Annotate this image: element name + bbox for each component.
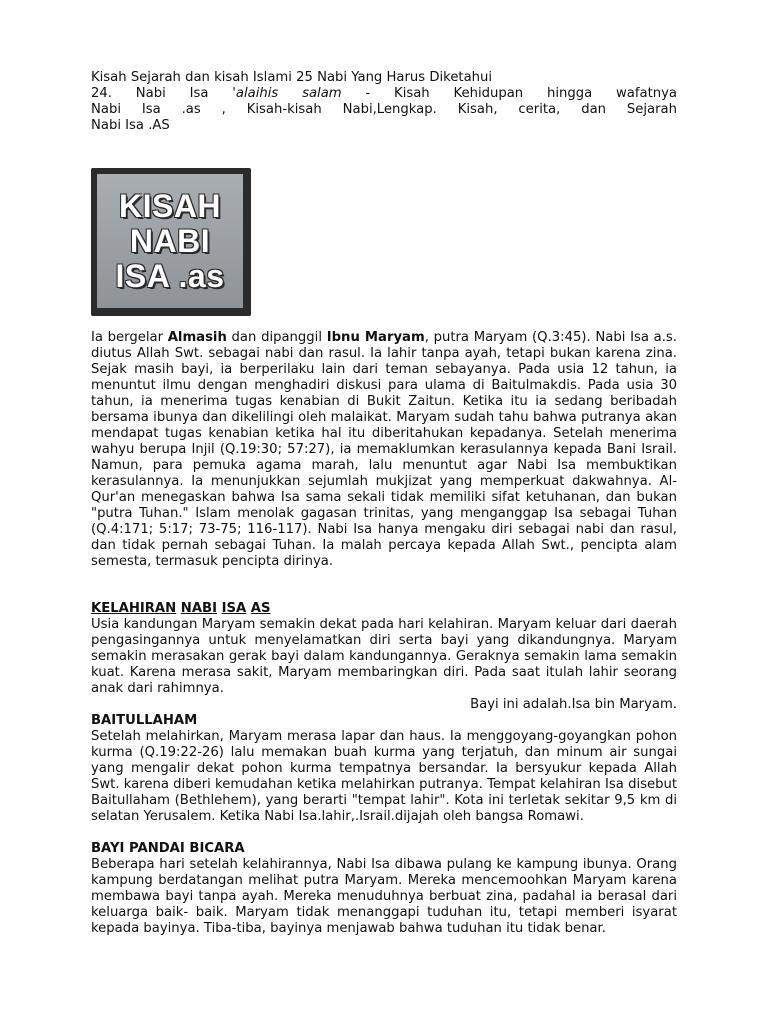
cover-image <box>91 168 251 316</box>
intro-text-2: dan dipanggil <box>226 330 327 345</box>
title-line-3: Nabi Isa .as , Kisah-kisah Nabi,Lengkap. Kisah, cerita, dan Sejarah <box>91 102 677 117</box>
section-heading-kelahiran <box>91 601 271 617</box>
title-line-2-italic: alaihis salam <box>235 86 342 101</box>
title-line-2-start: 24. Nabi Isa ' <box>91 86 236 101</box>
section-bayi-body: Beberapa hari setelah kelahirannya, Nabi Isa dibawa pulang ke kampung ibunya. Orang kampung berdatangan melihat putra Maryam. Mereka mencemoohkan Maryam karena membawa bayi tanpa ayah. Mereka menuduhnya berbuat zina, padahal ia berasal dari keluarga baik- baik. Maryam tidak menanggapi tuduhan itu, tetapi memberi isyarat kepada bayinya. Tiba-tiba, bayinya menjawab bahwa tuduhan itu tidak benar. <box>91 857 677 936</box>
section-kelahiran-body <box>91 617 677 713</box>
intro-paragraph <box>91 330 677 570</box>
cover-text-line-2: NABI <box>129 222 211 259</box>
title-line-1: Kisah Sejarah dan kisah Islami 25 Nabi Yang Harus Diketahui <box>91 70 493 85</box>
title-line-2-end: - Kisah Kehidupan hingga wafatnya <box>341 86 677 101</box>
heading-word-3: ISA <box>221 601 247 616</box>
intro-bold-almasih: Almasih <box>167 330 227 345</box>
section-heading-baitullaham: BAITULLAHAM <box>91 713 198 728</box>
intro-bold-ibnu-maryam: Ibnu Maryam <box>326 330 425 345</box>
intro-text-1: Ia bergelar <box>91 330 168 345</box>
cover-text-line-3: ISA .as <box>115 257 225 294</box>
heading-word-2: NABI <box>180 601 217 616</box>
title-line-2 <box>91 86 677 102</box>
section-baitullaham-body: Setelah melahirkan, Maryam merasa lapar dan haus. Ia menggoyang-goyangkan pohon kurma (Q.19:22-26) lalu memakan buah kurma yang terjatuh, dan minum air sungai yang mengalir dekat pohon kurma tempatnya bersandar. Ia bersyukur kepada Allah Swt. karena diberi kemudahan ketika melahirkan putranya. Tempat kelahiran Isa disebut Baitullaham (Bethlehem), yang berarti "tempat lahir". Kota ini terletak sekitar 9,5 km di selatan Yerusalem. Ketika Nabi Isa.lahir,.Israil.dijajah oleh bangsa Romawi. <box>91 729 677 824</box>
document-title <box>91 70 677 134</box>
cover-image-panel <box>97 174 243 308</box>
intro-text-3: , putra Maryam (Q.3:45). Nabi Isa a.s. diutus Allah Swt. sebagai nabi dan rasul. Ia lahir tanpa ayah, tetapi bukan karena zina. Sejak masih bayi, ia berperilaku lain dari teman sebayanya. Pada usia 12 tahun, ia menuntut ilmu dengan menghadiri diskusi para ulama di Baitulmakdis. Pada usia 30 tahun, ia menerima tugas kenabian di Bukit Zaitun. Ketika itu ia sedang beribadah bersama ibunya dan dikelilingi oleh malaikat. Maryam sudah tahu bahwa putranya akan mendapat tugas kenabian ketika hal itu diberitahukan kepadanya. Setelah menerima wahyu berupa Injil (Q.19:30; 57:27), ia memaklumkan kerasulannya kepada Bani Israil. Namun, para pemuka agama marah, lalu menuntut agar Nabi Isa membuktikan kerasulannya. Ia menunjukkan sejumlah mukjizat yang memperkuat dakwahnya. Al-Qur'an menegaskan bahwa Isa sama sekali tidak memiliki sifat ketuhanan, dan bukan "putra Tuhan." Islam menolak gagasan trinitas, yang menganggap Isa sebagai Tuhan (Q.4:171; 5:17; 73-75; 116-117). Nabi Isa hanya mengaku diri sebagai nabi dan rasul, dan tidak pernah sebagai Tuhan. Ia malah percaya kepada Allah Swt., pencipta alam semesta, termasuk pencipta dirinya. <box>91 330 677 569</box>
cover-text-line-1: KISAH <box>118 187 222 224</box>
heading-word-4: AS <box>250 601 271 616</box>
section-heading-bayi-pandai-bicara: BAYI PANDAI BICARA <box>91 841 245 856</box>
title-line-4: Nabi Isa .AS <box>91 118 170 133</box>
section-kelahiran-closing: Bayi ini adalah.Isa bin Maryam. <box>470 697 677 712</box>
section-kelahiran-text: Usia kandungan Maryam semakin dekat pada hari kelahiran. Maryam keluar dari daerah pengasingannya untuk menyelamatkan diri serta bayi yang dikandungnya. Maryam semakin merasakan gerak bayi dalam kandungannya. Geraknya semakin lama semakin kuat. Karena merasa sakit, Maryam membaringkan diri. Pada saat itulah lahir seorang anak dari rahimnya. <box>91 617 677 696</box>
heading-word-1: KELAHIRAN <box>91 601 177 616</box>
